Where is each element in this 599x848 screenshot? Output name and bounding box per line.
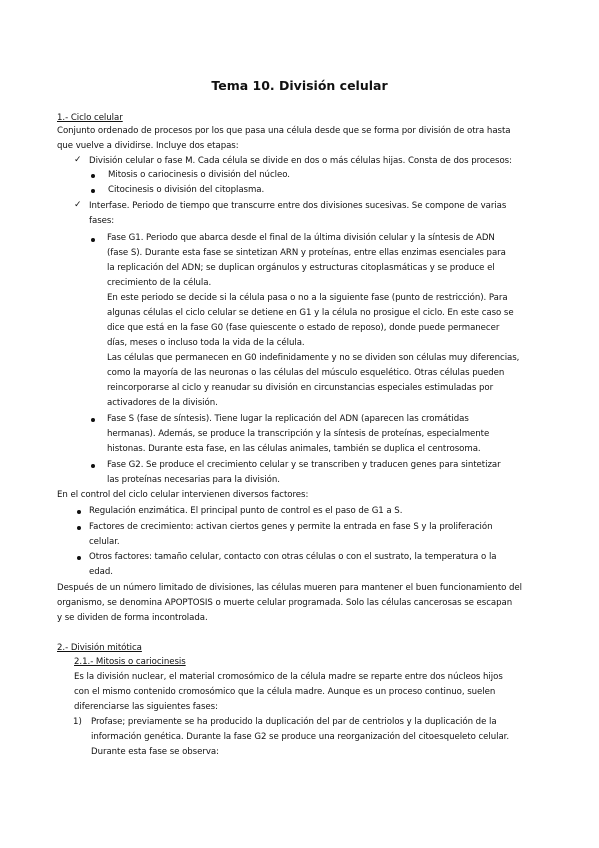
bullet-icon [77, 510, 81, 514]
g1-line-6: algunas células el ciclo celular se detiene en G1 y la célula no prosigue el ciclo. En este caso se [107, 308, 514, 318]
control-intro: En el control del ciclo celular intervienen diversos factores: [57, 490, 309, 500]
apoptosis-line-3: y se dividen de forma incontrolada. [57, 613, 208, 623]
document-title: Tema 10. División celular [211, 78, 388, 93]
profase-line-2: información genética. Durante la fase G2 se produce una reorganización del citoesqueleto celular. [91, 732, 510, 742]
mitosis-intro-line-1: Es la división nuclear, el material cromosómico de la célula madre se reparte entre dos núcleos hijos [74, 672, 503, 682]
bullet-icon [91, 464, 95, 468]
interfase-line-1: Interfase. Periodo de tiempo que transcurre entre dos divisiones sucesivas. Se compone de varias [89, 201, 507, 211]
bullet-icon [77, 556, 81, 560]
control-item-3-line-2: edad. [89, 567, 113, 577]
intro-line-1: Conjunto ordenado de procesos por los que pasa una célula desde que se forma por división de otra hasta [57, 126, 511, 136]
g1-line-4: crecimiento de la célula. [107, 278, 212, 288]
checkmark-icon: ✓ [74, 155, 82, 165]
profase-line-1: Profase; previamente se ha producido la duplicación del par de centriolos y la duplicación de la [91, 717, 497, 727]
g1-line-1: Fase G1. Periodo que abarca desde el final de la última división celular y la síntesis de ADN [107, 233, 495, 243]
s-line-1: Fase S (fase de síntesis). Tiene lugar la replicación del ADN (aparecen las cromátidas [107, 414, 469, 424]
checkmark-icon: ✓ [74, 200, 82, 210]
s-line-2: hermanas). Además, se produce la transcripción y la síntesis de proteínas, especialmente [107, 429, 490, 439]
bullet-icon [91, 238, 95, 242]
apoptosis-line-2: organismo, se denomina APOPTOSIS o muerte celular programada. Solo las células cancerosas se escapan [57, 598, 513, 608]
section-2-1-heading: 2.1.- Mitosis o cariocinesis [74, 657, 186, 667]
mitosis-intro-line-3: diferenciarse las siguientes fases: [74, 702, 218, 712]
control-item-3-line-1: Otros factores: tamaño celular, contacto con otras células o con el sustrato, la temperatura o la [89, 552, 497, 562]
g1-line-3: la replicación del ADN; se duplican orgánulos y estructuras citoplasmáticas y se produce el [107, 263, 495, 273]
g1-line-11: reincorporarse al ciclo y reanudar su división en circunstancias especiales estimuladas por [107, 383, 494, 393]
control-item-2-line-1: Factores de crecimiento: activan ciertos genes y permite la entrada en fase S y la proliferación [89, 522, 493, 532]
g1-line-10: como la mayoría de las neuronas o las células del músculo esquelético. Otras células pueden [107, 368, 505, 378]
g1-line-2: (fase S). Durante esta fase se sintetizan ARN y proteínas, entre ellas enzimas esenciales para [107, 248, 506, 258]
bullet-icon [91, 174, 95, 178]
control-item-1: Regulación enzimática. El principal punto de control es el paso de G1 a S. [89, 506, 403, 516]
apoptosis-line-1: Después de un número limitado de divisiones, las células mueren para mantener el buen funcionamiento del [57, 583, 523, 593]
g2-line-2: las proteínas necesarias para la división. [107, 475, 280, 485]
control-item-2-line-2: celular. [89, 537, 120, 547]
profase-number: 1) [73, 717, 82, 727]
mitosis-item: Mitosis o cariocinesis o división del núcleo. [108, 170, 290, 180]
g1-line-7: dice que está en la fase G0 (fase quiescente o estado de reposo), donde puede permanecer [107, 323, 500, 333]
g1-line-8: días, meses o incluso toda la vida de la célula. [107, 338, 305, 348]
g1-line-9: Las células que permanecen en G0 indefinidamente y no se dividen son células muy diferencias, [107, 353, 520, 363]
g1-line-12: activadores de la división. [107, 398, 218, 408]
s-line-3: histonas. Durante esta fase, en las células animales, también se duplica el centrosoma. [107, 444, 481, 454]
section-1-heading: 1.- Ciclo celular [57, 113, 123, 123]
g2-line-1: Fase G2. Se produce el crecimiento celular y se transcriben y traducen genes para sintetizar [107, 460, 501, 470]
bullet-icon [77, 526, 81, 530]
section-2-heading: 2.- División mitótica [57, 643, 142, 653]
bullet-icon [91, 418, 95, 422]
citocinesis-item: Citocinesis o división del citoplasma. [108, 185, 265, 195]
intro-line-2: que vuelve a dividirse. Incluye dos etapas: [57, 141, 239, 151]
g1-line-5: En este periodo se decide si la célula pasa o no a la siguiente fase (punto de restricción). Para [107, 293, 508, 303]
profase-line-3: Durante esta fase se observa: [91, 747, 219, 757]
interfase-line-2: fases: [89, 216, 115, 226]
division-celular-item: División celular o fase M. Cada célula se divide en dos o más células hijas. Consta de dos procesos: [89, 156, 512, 166]
mitosis-intro-line-2: con el mismo contenido cromosómico que la célula madre. Aunque es un proceso continuo, suelen [74, 687, 496, 697]
bullet-icon [91, 189, 95, 193]
